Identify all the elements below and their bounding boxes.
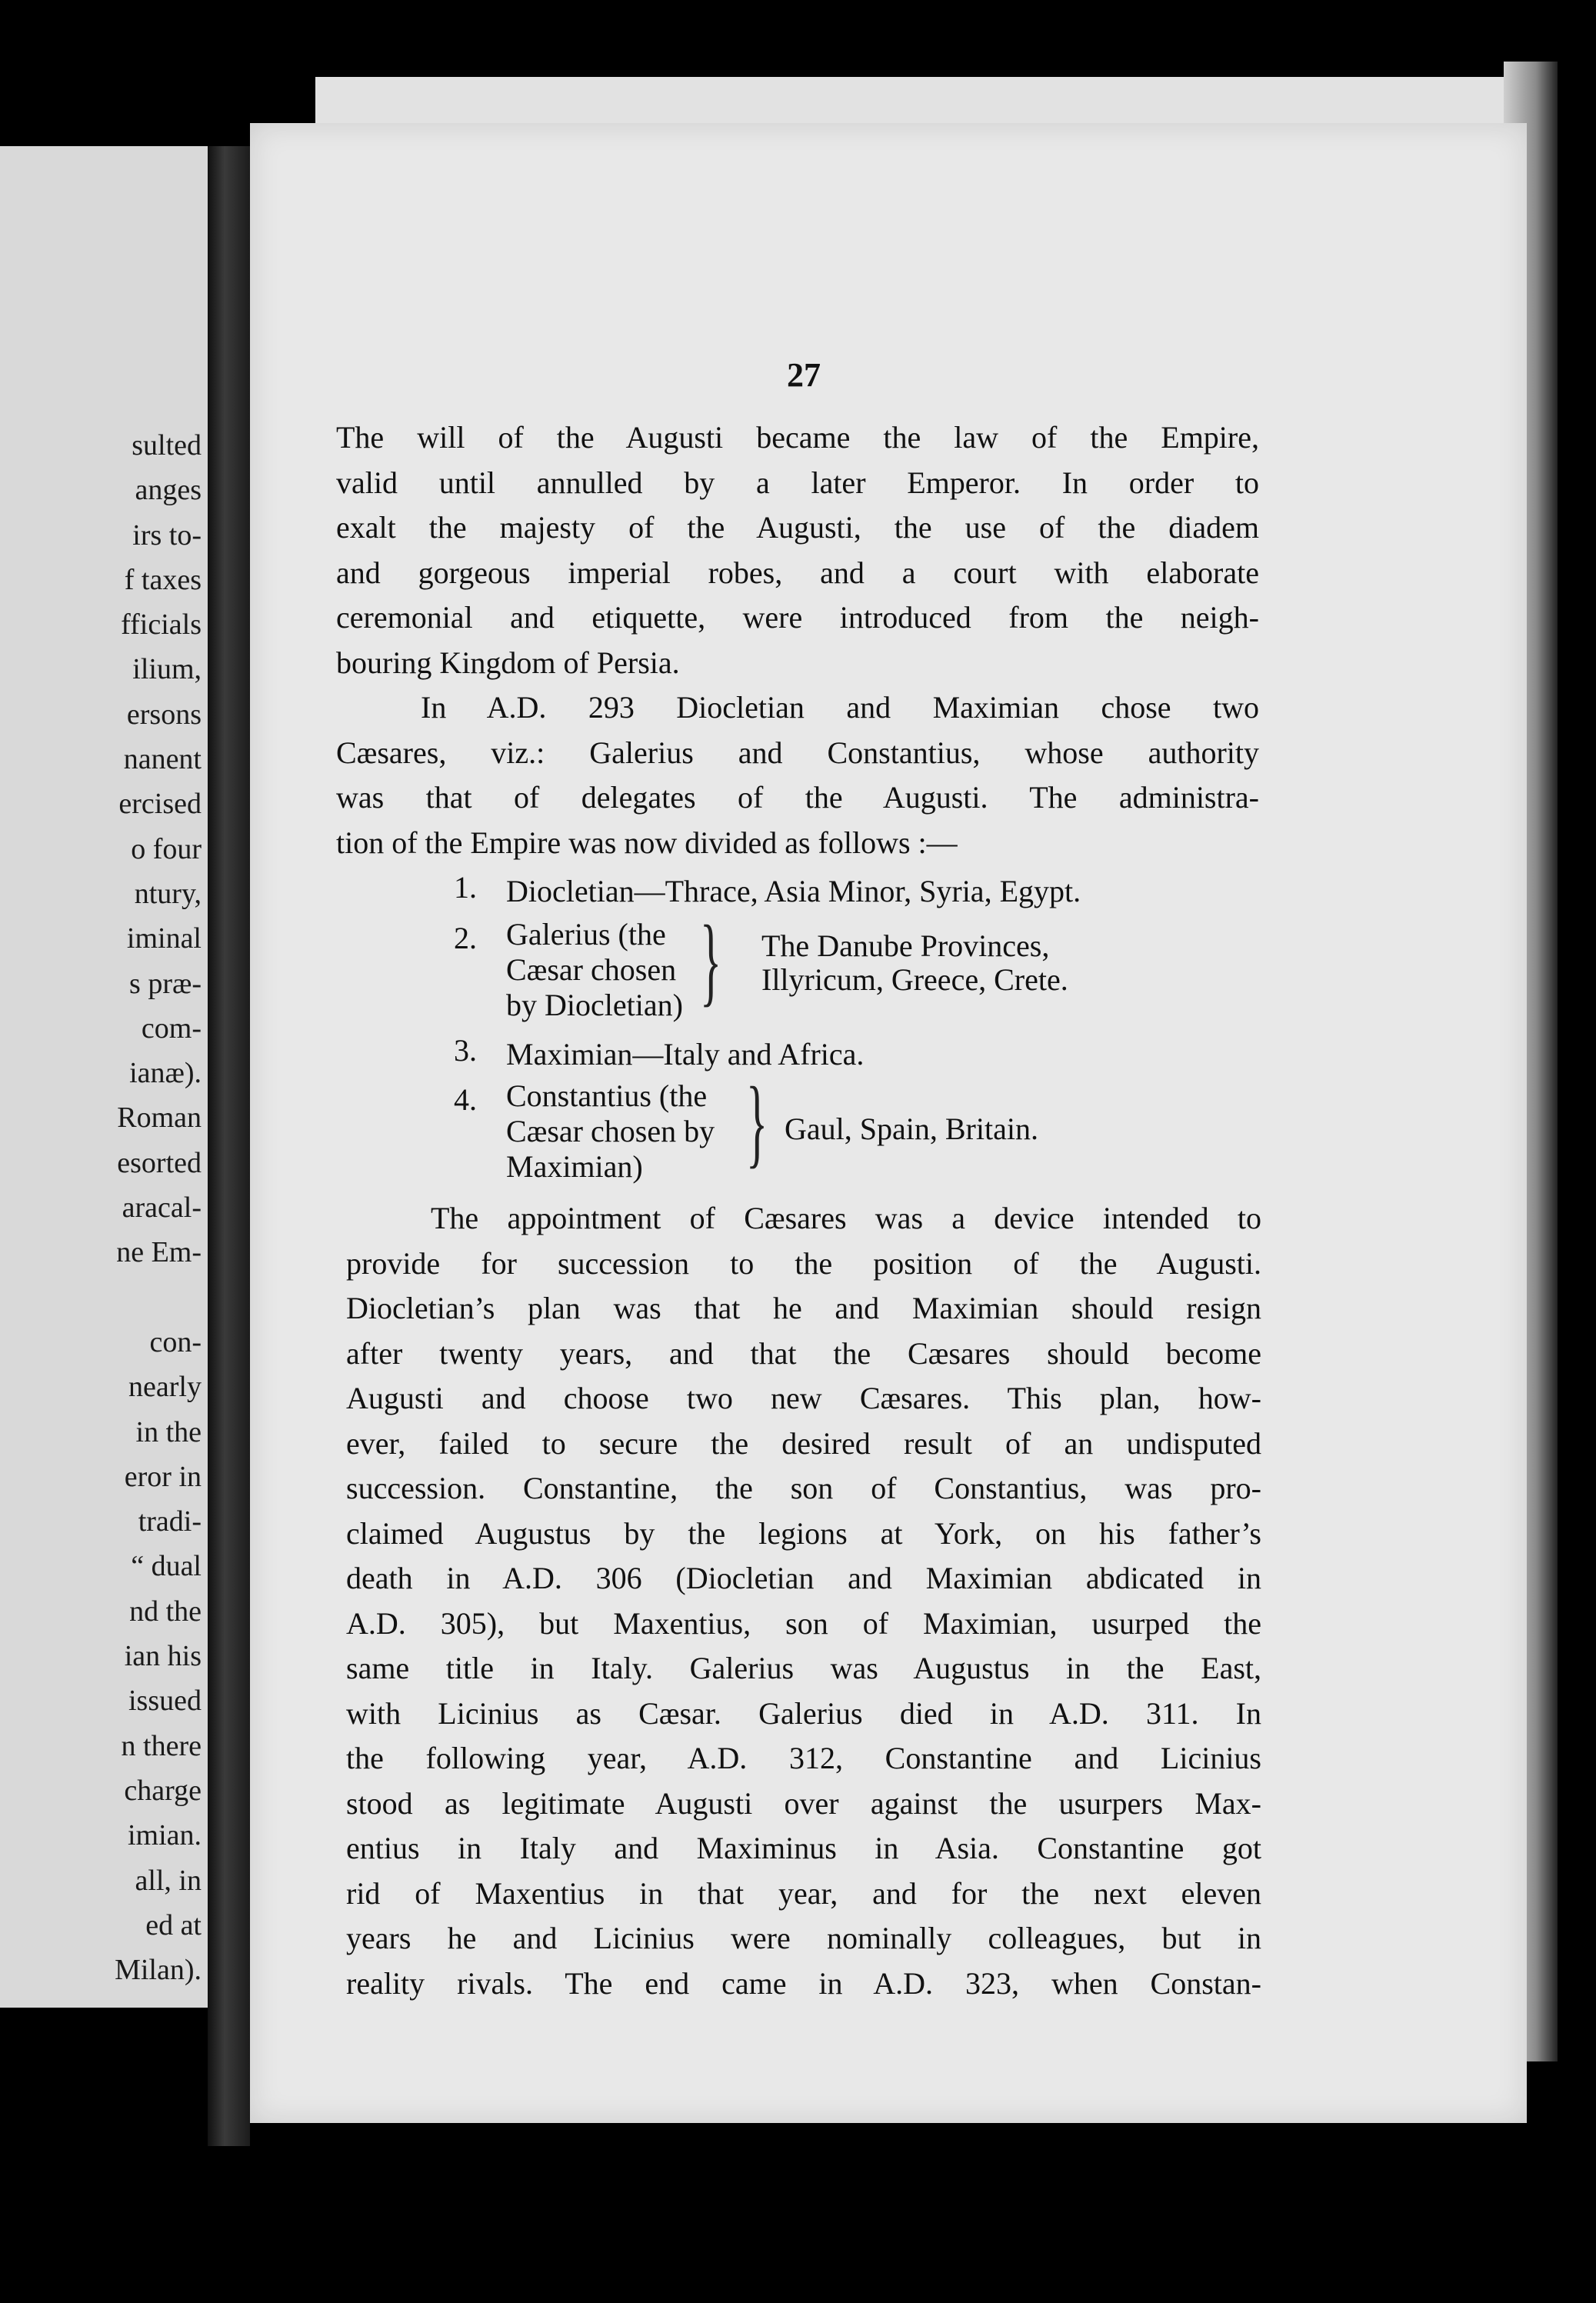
left-page-line: Roman [117,1102,202,1135]
left-page-line: con- [149,1325,202,1358]
left-page-line: ntury, [134,877,202,910]
text-line: with Licinius as Cæsar. Galerius died in A.D. 311. In [346,1695,1261,1731]
left-page-line: o four [131,832,202,865]
left-page-line: anges [135,474,202,507]
text-line: bouring Kingdom of Persia. [336,645,680,680]
left-page-line: ne Em- [116,1236,202,1269]
text-line: exalt the majesty of the Augusti, the use of the diadem [336,510,1259,545]
text-line: stood as legitimate Augusti over against the usurpers Max- [346,1785,1261,1821]
text-line: Maximian) [506,1149,643,1184]
text-line: A.D. 305), but Maxentius, son of Maximian, usurped the [346,1605,1261,1641]
text-line: ever, failed to secure the desired result of an undisputed [346,1425,1261,1461]
paragraph-1 [336,415,1259,865]
list-item [454,905,1261,1032]
text-line: The Danube Provinces, [761,928,1050,963]
list-item-region [761,929,1068,997]
book-gutter [208,146,250,2146]
left-page-text [0,423,202,1992]
left-page-line: com- [141,1012,202,1045]
list-number: 3. [454,1033,477,1068]
left-page-line: fficials [121,608,202,642]
left-page-line: nanent [123,743,202,776]
left-page-line: f taxes [124,563,202,596]
text-line: Cæsar chosen by [506,1114,715,1148]
text-line: ceremonial and etiquette, were introduced from the neigh- [336,600,1259,635]
left-page-line: esorted [117,1146,202,1179]
text-line: Constantius (the [506,1078,708,1113]
text-line: provide for succession to the position of the Augusti. [346,1245,1261,1281]
left-page-line: ian his [124,1640,202,1673]
text-line: by Diocletian) [506,988,683,1022]
list-number: 1. [454,870,477,905]
left-page-line: charge [124,1774,202,1807]
list-item [454,1067,1261,1194]
left-page-line: “ dual [131,1550,202,1583]
division-list [454,869,1261,1194]
left-page-line: n there [121,1729,202,1762]
text-line: succession. Constantine, the son of Constantius, was pro- [346,1471,1261,1505]
text-line: rid of Maxentius in that year, and for the next eleven [346,1875,1261,1911]
left-page-line: sulted [132,429,202,462]
list-number: 4. [454,1082,477,1117]
list-item-text: Diocletian—Thrace, Asia Minor, Syria, Egypt. [506,874,1081,908]
paragraph-2 [346,1196,1261,2006]
text-line: and gorgeous imperial robes, and a court with elaborate [336,555,1259,590]
text-line: Cæsares, viz.: Galerius and Constantius, whose authority [336,735,1259,770]
text-line: Augusti and choose two new Cæsares. This plan, how- [346,1381,1261,1415]
list-item-region [785,1112,1038,1146]
text-line: tion of the Empire was now divided as follows :— [336,825,958,860]
page-number: 27 [787,356,821,394]
text-line: same title in Italy. Galerius was Augustus in the East, [346,1651,1261,1685]
text-line: The appointment of Cæsares was a device intended to [431,1201,1261,1235]
left-page-line: in the [135,1415,202,1448]
text-line: In A.D. 293 Diocletian and Maximian chose two [421,690,1259,725]
left-page-line [0,1275,202,1320]
left-page-line: issued [128,1685,202,1718]
left-page-line: Milan). [115,1954,202,1987]
left-page-line: ianæ). [129,1057,202,1090]
left-page-line: ersons [126,698,202,731]
text-line: the following year, A.D. 312, Constantine and Licinius [346,1741,1261,1775]
left-page-line: nd the [129,1595,202,1628]
left-page-line: ed at [145,1908,202,1941]
left-page-line: imian. [127,1819,202,1852]
list-number: 2. [454,921,477,955]
text-line: after twenty years, and that the Cæsares should become [346,1335,1261,1371]
text-line: claimed Augustus by the legions at York, on his father’s [346,1515,1261,1551]
text-line: Gaul, Spain, Britain. [785,1112,1038,1146]
text-line: years he and Licinius were nominally colleagues, but in [346,1921,1261,1955]
text-line: Cæsar chosen [506,952,677,987]
page-top-edge [315,77,1515,123]
list-item [454,1032,1261,1078]
left-page-line: ercised [118,788,202,821]
right-brace-icon: } [700,905,722,1016]
left-page-line: nearly [128,1371,202,1404]
left-page-line: aracal- [122,1191,202,1225]
left-page-line: s præ- [129,967,202,1000]
text-line: reality rivals. The end came in A.D. 323, when Constan- [346,1965,1261,2001]
list-item [454,869,1261,917]
left-facing-page [0,146,208,2008]
text-line: was that of delegates of the Augusti. The administra- [336,780,1259,815]
left-page-line: tradi- [138,1505,202,1538]
text-line: Diocletian’s plan was that he and Maximian should resign [346,1291,1261,1325]
text-line: entius in Italy and Maximinus in Asia. Constantine got [346,1831,1261,1865]
left-page-line: all, in [135,1864,202,1897]
left-page-line: eror in [124,1460,202,1493]
text-line: Galerius (the [506,917,666,952]
text-line: death in A.D. 306 (Diocletian and Maximian abdicated in [346,1561,1261,1595]
left-page-line: iminal [126,922,202,955]
text-line: The will of the Augusti became the law of the Empire, [336,420,1259,455]
right-brace-icon: } [746,1067,768,1178]
text-line: Illyricum, Greece, Crete. [761,962,1068,997]
list-item-text: Maximian—Italy and Africa. [506,1037,865,1072]
text-line: valid until annulled by a later Emperor. In order to [336,465,1259,500]
left-page-line: irs to- [132,518,202,552]
left-page-line: ilium, [132,653,202,686]
